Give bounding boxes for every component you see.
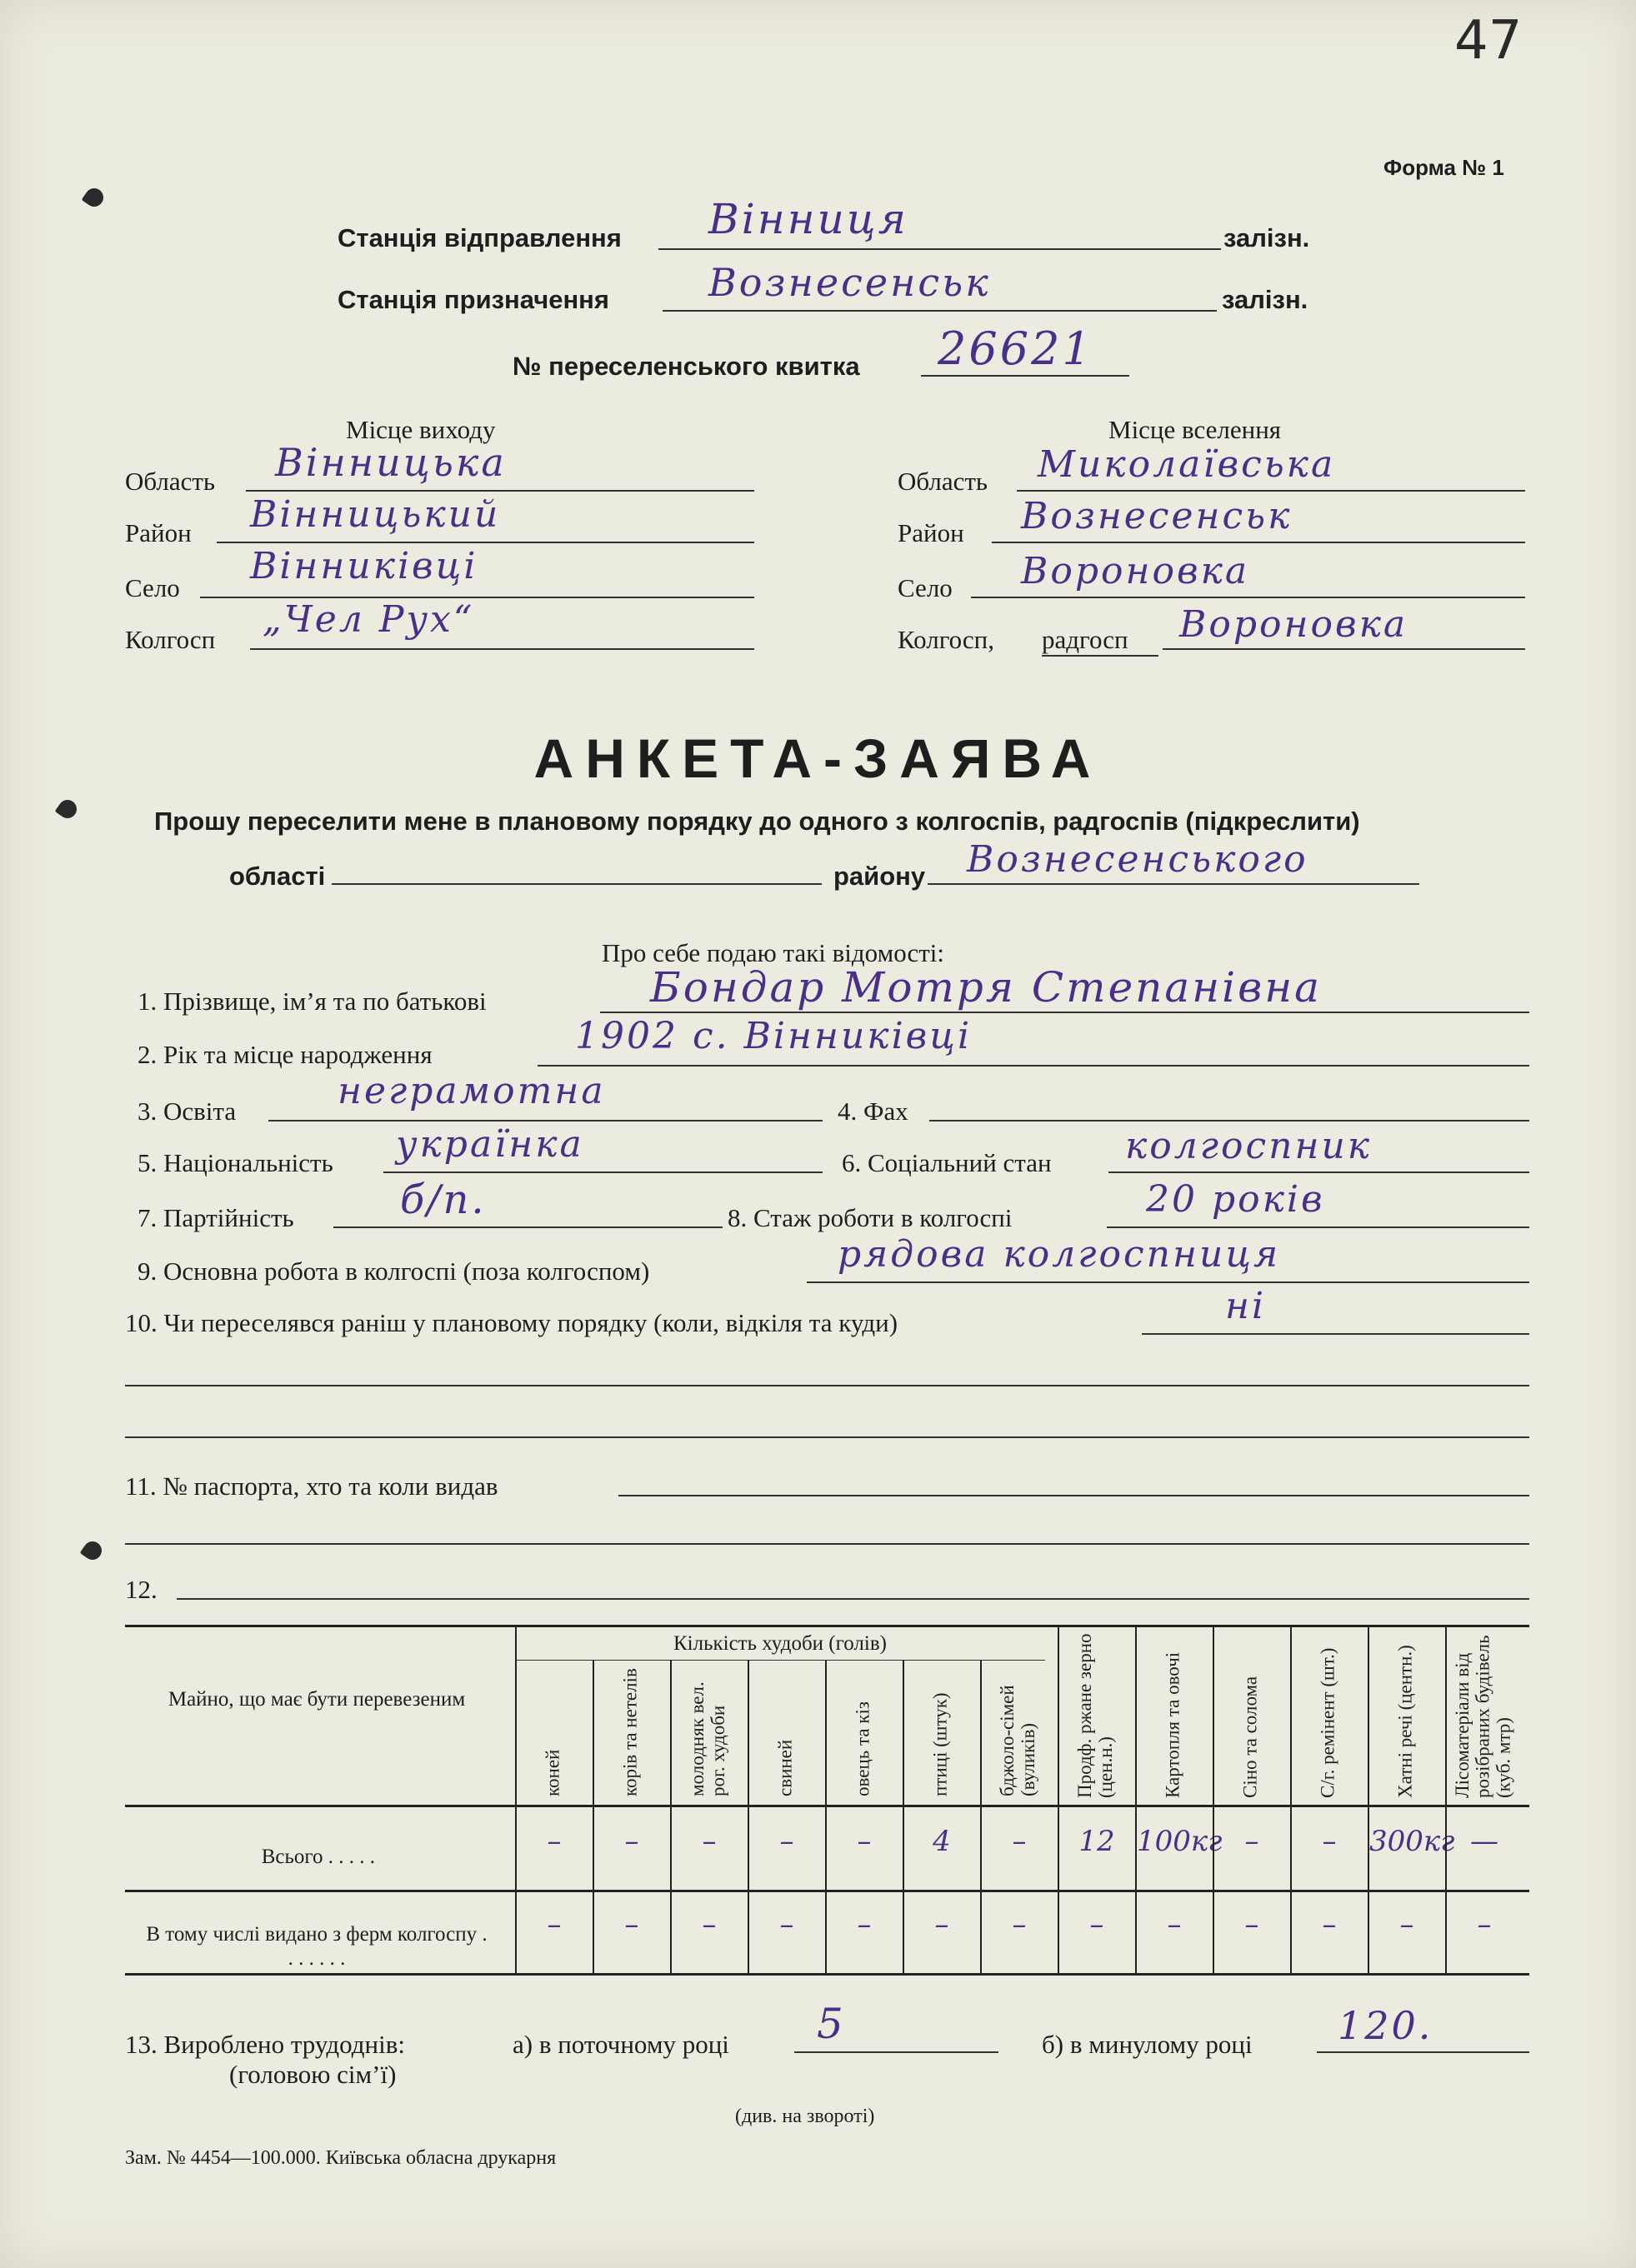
field-4-label: 4. Фах — [838, 1097, 908, 1126]
punch-hole-mark — [55, 797, 81, 822]
see-reverse-note: (див. на звороті) — [735, 2106, 875, 2127]
workdays-a-value: 5 — [817, 2000, 846, 2048]
field-2-line — [538, 1065, 1529, 1067]
dest-radgosp-label: радгосп — [1042, 625, 1128, 654]
workdays-b-label: б) в минулому році — [1042, 2030, 1253, 2059]
field-7-label: 7. Партійність — [138, 1203, 294, 1232]
field-11-line — [618, 1495, 1529, 1496]
field-8-value: 20 років — [1146, 1178, 1325, 1221]
dest-oblast-label: Область — [898, 467, 988, 496]
field-8-label: 8. Стаж роботи в колгоспі — [728, 1203, 1013, 1232]
farm-cell: – — [934, 1908, 949, 1941]
destination-heading: Місце вселення — [1108, 415, 1282, 444]
departure-station-value: Вінниця — [708, 195, 908, 243]
column-header: овець та кіз — [852, 1701, 873, 1796]
column-header: Лісоматеріали від розібраних будівель (куб. мтр) — [1451, 1635, 1514, 1798]
origin-kolgosp-line — [250, 648, 754, 650]
field-12-label: 12. — [125, 1575, 158, 1604]
ticket-label: № переселенського квитка — [513, 352, 860, 381]
intro-line: Про себе подаю такі відомості: — [602, 938, 945, 967]
farm-cell: – — [1244, 1908, 1259, 1941]
total-cell: – — [547, 1825, 562, 1858]
dest-kolgosp-line — [1163, 648, 1525, 650]
workdays-label: 13. Вироблено трудоднів: — [125, 2030, 406, 2059]
column-header: птиці (штук) — [929, 1692, 951, 1796]
dest-oblast-value: Миколаївська — [1038, 443, 1336, 486]
column-header: свиней — [774, 1739, 796, 1796]
origin-oblast-value: Вінницька — [275, 440, 507, 485]
printer-line: Зам. № 4454—100.000. Київська обласна друкарня — [125, 2147, 557, 2169]
farm-cell: – — [1012, 1908, 1027, 1941]
workdays-a-line — [794, 2051, 998, 2053]
total-cell: 4 — [933, 1825, 951, 1858]
total-cell: – — [702, 1825, 717, 1858]
field-10-line — [1142, 1333, 1529, 1335]
origin-raion-label: Район — [125, 518, 192, 547]
origin-kolgosp-value: „Чел Рух“ — [263, 598, 475, 641]
field-10-value: ні — [1225, 1285, 1267, 1327]
form-number: Форма № 1 — [1383, 155, 1504, 180]
field-9-line — [807, 1281, 1529, 1283]
column-header: Хатні речі (центн.) — [1394, 1645, 1416, 1798]
request-raion-value: Вознесенського — [967, 838, 1308, 881]
dest-raion-label: Район — [898, 518, 964, 547]
request-line: Прошу переселити мене в плановому порядку до одного з колгоспів, радгоспів (підкреслити) — [154, 807, 1360, 836]
workdays-sub: (головою сім’ї) — [229, 2060, 397, 2089]
request-oblast-line — [332, 883, 822, 885]
field-10-label: 10. Чи переселявся раніш у плановому порядку (коли, відкіля та куди) — [125, 1308, 898, 1337]
archive-page-number: 47 — [1454, 10, 1523, 72]
total-cell: – — [779, 1825, 794, 1858]
origin-raion-value: Вінницький — [250, 493, 501, 536]
total-cell: – — [624, 1825, 639, 1858]
column-header: Продф. ржане зерно (цен.н.) — [1074, 1633, 1116, 1798]
punch-hole-mark — [82, 185, 108, 211]
field-5-value: українка — [396, 1123, 584, 1166]
field-6-label: 6. Соціальний стан — [842, 1148, 1052, 1177]
field-7-value: б/п. — [400, 1176, 487, 1223]
field-8-line — [1107, 1226, 1529, 1228]
field-3-line — [268, 1120, 823, 1122]
column-header: корів та нетелів — [619, 1668, 641, 1796]
row-header: Майно, що має бути перевезеним — [168, 1688, 466, 1711]
field-7-line — [333, 1226, 723, 1228]
farm-cell: – — [702, 1908, 717, 1941]
field-2-label: 2. Рік та місце народження — [138, 1040, 433, 1069]
total-cell: 100кг — [1137, 1825, 1223, 1858]
field-1-value: Бондар Мотря Степанівна — [650, 963, 1322, 1012]
dest-oblast-line — [1017, 490, 1525, 492]
rail-suffix: залізн. — [1223, 223, 1310, 252]
origin-kolgosp-label: Колгосп — [125, 625, 216, 654]
farm-cell: – — [1477, 1908, 1492, 1941]
workdays-b-line — [1317, 2051, 1529, 2053]
farm-cell: – — [1399, 1908, 1414, 1941]
dest-raion-line — [992, 542, 1525, 543]
origin-selo-label: Село — [125, 573, 180, 602]
field-11-extra-line — [125, 1543, 1529, 1545]
field-9-label: 9. Основна робота в колгоспі (поза колгоспом) — [138, 1256, 650, 1286]
total-cell: 300кг — [1369, 1825, 1455, 1858]
farm-cell: – — [779, 1908, 794, 1941]
farm-cell: – — [1167, 1908, 1182, 1941]
field-3-value: неграмотна — [338, 1070, 606, 1112]
dest-kolgosp-value: Вороновка — [1179, 603, 1408, 646]
origin-raion-line — [217, 542, 754, 543]
total-cell: – — [857, 1825, 872, 1858]
request-oblast-label: області — [229, 862, 326, 891]
origin-heading: Місце виходу — [346, 415, 496, 444]
total-cell: 12 — [1078, 1825, 1115, 1858]
destination-station-label: Станція призначення — [338, 285, 609, 314]
field-12-line — [177, 1598, 1529, 1600]
field-10-extra-line — [125, 1385, 1529, 1386]
dest-kolgosp-label: Колгосп, — [898, 625, 995, 654]
column-header: Сіно та солома — [1239, 1676, 1261, 1798]
dest-selo-value: Вороновка — [1021, 550, 1250, 592]
column-header: молодняк вел. рог. худоби — [687, 1681, 728, 1796]
field-1-label: 1. Прізвище, ім’я та по батькові — [138, 987, 487, 1016]
field-3-label: 3. Освіта — [138, 1097, 237, 1126]
rail-suffix: залізн. — [1222, 285, 1308, 314]
farm-cell: – — [624, 1908, 639, 1941]
total-cell: – — [1244, 1825, 1259, 1858]
total-row-label: Всього . . . . . — [261, 1846, 375, 1868]
dest-selo-label: Село — [898, 573, 953, 602]
field-11-label: 11. № паспорта, хто та коли видав — [125, 1471, 498, 1501]
destination-station-line — [663, 310, 1217, 312]
farm-cell: – — [547, 1908, 562, 1941]
total-cell: — — [1470, 1825, 1498, 1858]
destination-station-value: Вознесенськ — [708, 260, 991, 305]
origin-selo-value: Вінниківці — [250, 545, 478, 587]
farm-cell: – — [1089, 1908, 1104, 1941]
column-header: Картопля та овочі — [1162, 1651, 1183, 1798]
departure-station-label: Станція відправлення — [338, 223, 622, 252]
farm-row-label: В тому числі видано з ферм колгоспу . . . . . . . — [146, 1923, 488, 1970]
field-5-label: 5. Національність — [138, 1148, 333, 1177]
request-raion-line — [928, 883, 1419, 885]
column-header: С/г. ремінент (шт.) — [1317, 1647, 1338, 1798]
origin-oblast-line — [246, 490, 754, 492]
livestock-header: Кількість худоби (голів) — [673, 1632, 887, 1655]
origin-oblast-label: Область — [125, 467, 216, 496]
request-raion-label: району — [833, 862, 926, 891]
field-9-value: рядова колгоспниця — [838, 1233, 1281, 1276]
total-cell: – — [1322, 1825, 1337, 1858]
field-2-value: 1902 с. Вінниківці — [575, 1015, 973, 1057]
farm-cell: – — [857, 1908, 872, 1941]
ticket-line — [921, 375, 1129, 377]
total-cell: – — [1012, 1825, 1027, 1858]
field-10-extra-line — [125, 1436, 1529, 1438]
dest-raion-value: Вознесенськ — [1021, 495, 1293, 537]
column-header: коней — [542, 1749, 563, 1796]
workdays-a-label: а) в поточному році — [513, 2030, 729, 2059]
field-6-value: колгоспник — [1125, 1125, 1373, 1167]
field-6-line — [1108, 1171, 1529, 1173]
departure-station-line — [658, 248, 1221, 250]
farm-cell: – — [1322, 1908, 1337, 1941]
punch-hole-mark — [80, 1538, 106, 1564]
field-4-line — [929, 1120, 1529, 1122]
page-title: АНКЕТА-ЗАЯВА — [533, 727, 1103, 789]
property-table — [125, 1625, 1529, 1975]
field-1-line — [600, 1012, 1529, 1013]
field-5-line — [383, 1171, 823, 1173]
dest-selo-line — [971, 597, 1525, 598]
ticket-value: 26621 — [938, 322, 1093, 375]
workdays-b-value: 120. — [1338, 2003, 1433, 2048]
radgosp-underline — [1042, 655, 1158, 657]
column-header: бджоло-сімей (вуликів) — [997, 1685, 1038, 1796]
